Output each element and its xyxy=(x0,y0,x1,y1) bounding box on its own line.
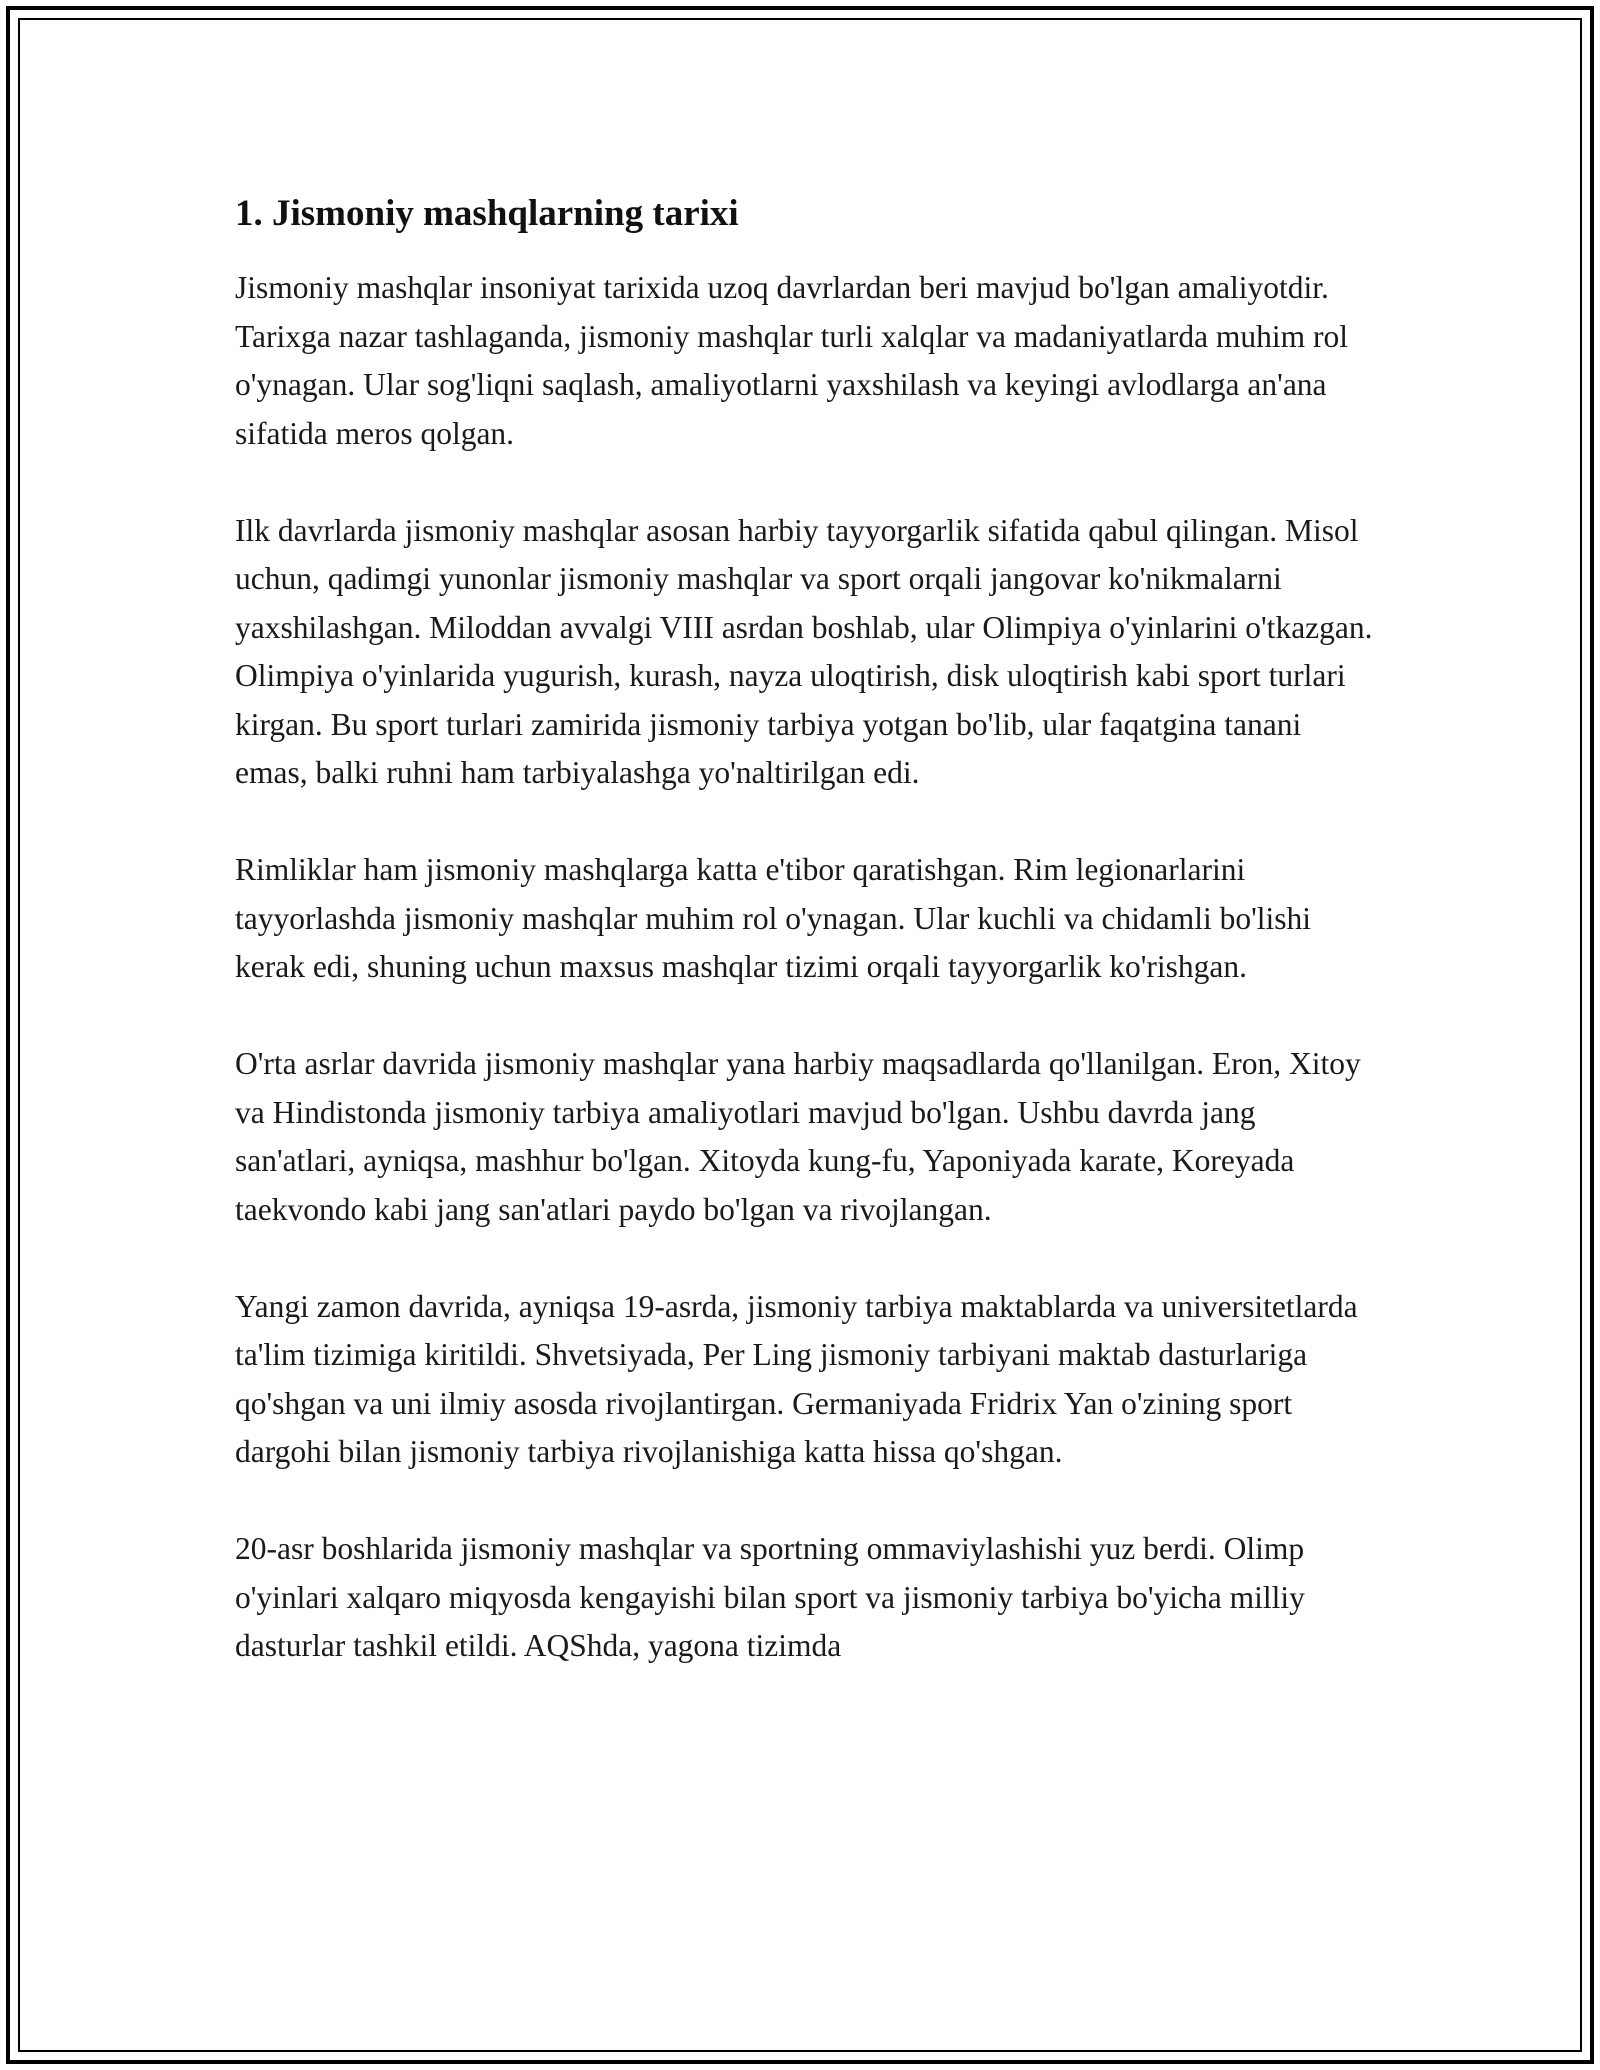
paragraph-2: Ilk davrlarda jismoniy mashqlar asosan harbiy tayyorgarlik sifatida qabul qilingan. Misol uchun, qadimgi yunonlar jismoniy mashqlar va sport orqali jangovar ko'nikmalarni yaxshilashgan. Miloddan avvalgi VIII asrdan boshlab, ular Olimpiya o'yinlarini o'tkazgan. Olimpiya o'yinlarida yugurish, kurash, nayza uloqtirish, disk uloqtirish kabi sport turlari kirgan. Bu sport turlari zamirida jismoniy tarbiya yotgan bo'lib, ular faqatgina tanani emas, balki ruhni ham tarbiyalashga yo'naltirilgan edi. xyxy=(235,512,1373,790)
document-body xyxy=(235,190,1375,1719)
section-heading: 1. Jismoniy mashqlarning tarixi xyxy=(235,193,739,234)
paragraph-1: Jismoniy mashqlar insoniyat tarixida uzoq davrlardan beri mavjud bo'lgan amaliyotdir. Tarixga nazar tashlaganda, jismoniy mashqlar turli xalqlar va madaniyatlarda muhim rol o'ynagan. Ular sog'liqni saqlash, amaliyotlarni yaxshilash va keyingi avlodlarga an'ana sifatida meros qolgan. xyxy=(235,270,1349,451)
paragraph-5: Yangi zamon davrida, ayniqsa 19-asrda, jismoniy tarbiya maktablarda va universitetlarda ta'lim tizimiga kiritildi. Shvetsiyada, Per Ling jismoniy tarbiyani maktab dasturlariga qo'shgan va uni ilmiy asosda rivojlantirgan. Germaniyada Fridrix Yan o'zining sport dargohi bilan jismoniy tarbiya rivojlanishiga katta hissa qo'shgan. xyxy=(235,1288,1358,1469)
paragraph-4: O'rta asrlar davrida jismoniy mashqlar yana harbiy maqsadlarda qo'llanilgan. Eron, Xitoy va Hindistonda jismoniy tarbiya amaliyotlari mavjud bo'lgan. Ushbu davrda jang san'atlari, ayniqsa, mashhur bo'lgan. Xitoyda kung-fu, Yaponiyada karate, Koreyada taekvondo kabi jang san'atlari paydo bo'lgan va rivojlangan. xyxy=(235,1046,1361,1227)
paragraph-3: Rimliklar ham jismoniy mashqlarga katta e'tibor qaratishgan. Rim legionarlarini tayyorlashda jismoniy mashqlar muhim rol o'ynagan. Ular kuchli va chidamli bo'lishi kerak edi, shuning uchun maxsus mashqlar tizimi orqali tayyorgarlik ko'rishgan. xyxy=(235,852,1312,984)
paragraph-6: 20-asr boshlarida jismoniy mashqlar va sportning ommaviylashishi yuz berdi. Olimp o'yinlari xalqaro miqyosda kengayishi bilan sport va jismoniy tarbiya bo'yicha milliy dasturlar tashkil etildi. AQShda, yagona tizimda xyxy=(235,1531,1305,1663)
